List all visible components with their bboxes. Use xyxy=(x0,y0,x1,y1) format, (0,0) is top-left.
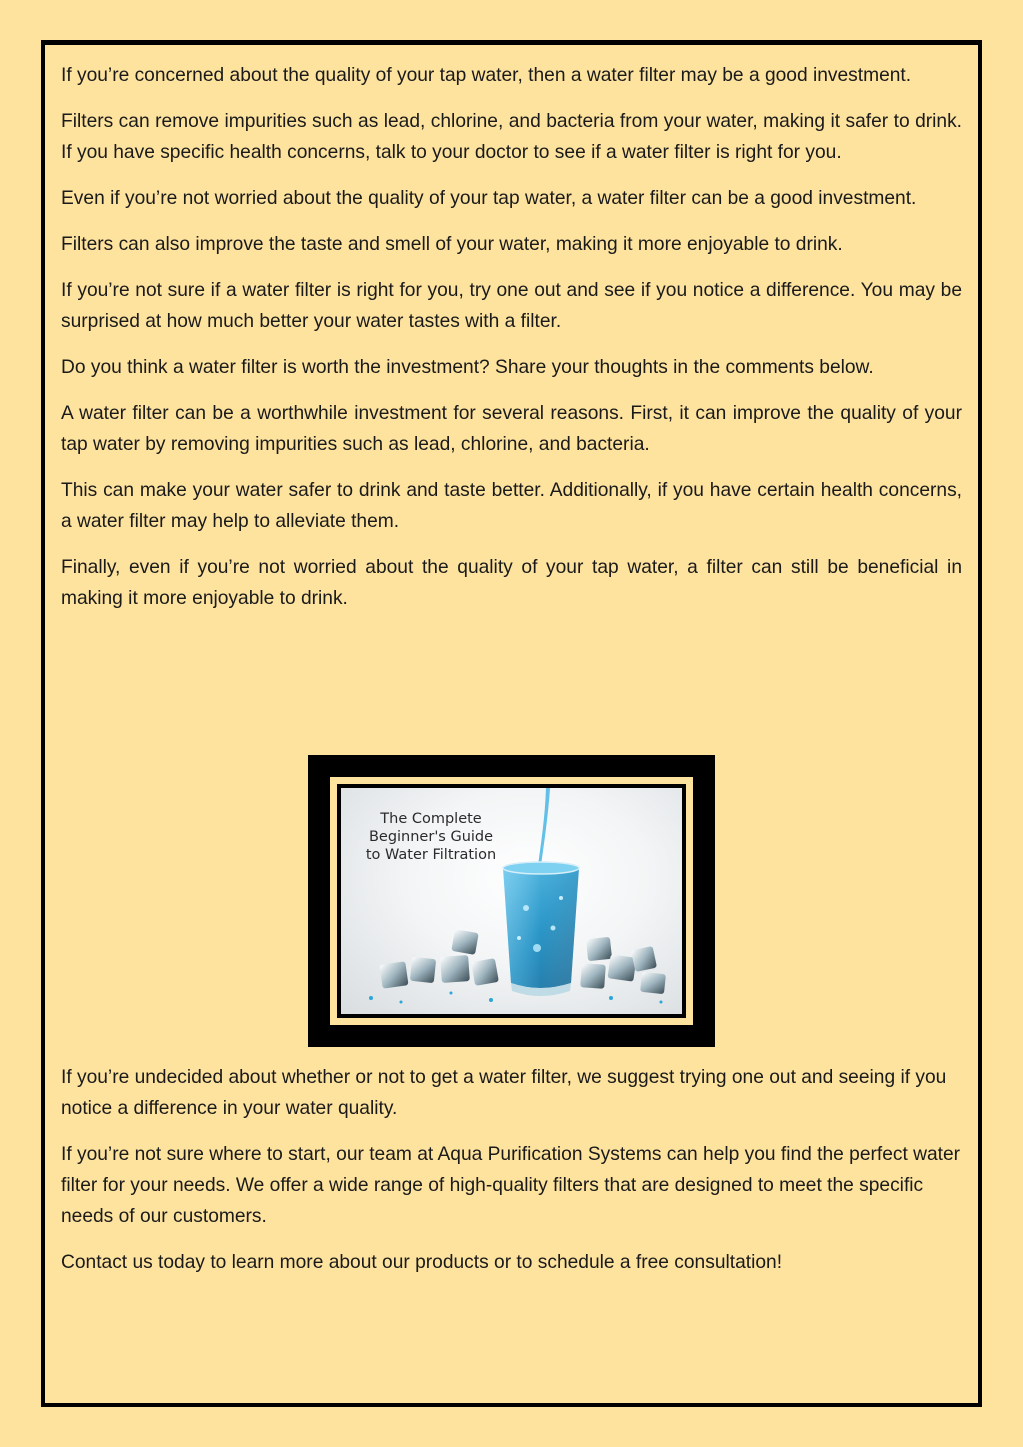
top-text-section xyxy=(61,60,962,629)
paragraph: If you’re undecided about whether or not to get a water filter, we suggest trying one out and seeing if you notice a difference in your water quality. xyxy=(61,1067,947,1119)
paragraph: If you’re not sure if a water filter is right for you, try one out and see if you notice a difference. You may be surprised at how much better your water tastes with a filter. xyxy=(61,280,962,332)
paragraph: Filters can also improve the taste and smell of your water, making it more enjoyable to drink. xyxy=(61,234,843,255)
paragraph: Finally, even if you’re not worried about the quality of your tap water, a filter can still be beneficial in making it more enjoyable to drink. xyxy=(61,557,962,609)
paragraph: If you’re not sure where to start, our team at Aqua Purification Systems can help you find the perfect water filter for your needs. We offer a wide range of high-quality filters that are designed to meet the specific needs of our customers. xyxy=(61,1144,961,1227)
figure-caption-line: to Water Filtration xyxy=(365,847,497,863)
figure-frame xyxy=(308,755,715,1047)
paragraph: Filters can remove impurities such as lead, chlorine, and bacteria from your water, making it safer to drink. If you have specific health concerns, talk to your doctor to see if a water filter is right for you. xyxy=(61,111,962,163)
paragraph: This can make your water safer to drink and taste better. Additionally, if you have certain health concerns, a water filter may help to alleviate them. xyxy=(61,480,962,532)
paragraph: Even if you’re not worried about the quality of your tap water, a water filter can be a good investment. xyxy=(61,188,917,209)
water-glass-with-ice-image xyxy=(341,788,682,1014)
figure-caption-line: Beginner's Guide xyxy=(368,829,494,845)
paragraph: A water filter can be a worthwhile investment for several reasons. First, it can improve the quality of your tap water by removing impurities such as lead, chlorine, and bacteria. xyxy=(61,403,962,455)
paragraph: Do you think a water filter is worth the investment? Share your thoughts in the comments below. xyxy=(61,357,874,378)
paragraph: If you’re concerned about the quality of your tap water, then a water filter may be a good investment. xyxy=(61,65,912,86)
bottom-text-section xyxy=(61,1062,962,1293)
figure-mat xyxy=(330,777,693,1025)
paragraph: Contact us today to learn more about our products or to schedule a free consultation! xyxy=(61,1252,783,1273)
figure-caption xyxy=(351,810,511,864)
figure-inner-border xyxy=(337,784,686,1018)
figure-caption-line: The Complete xyxy=(380,811,482,827)
